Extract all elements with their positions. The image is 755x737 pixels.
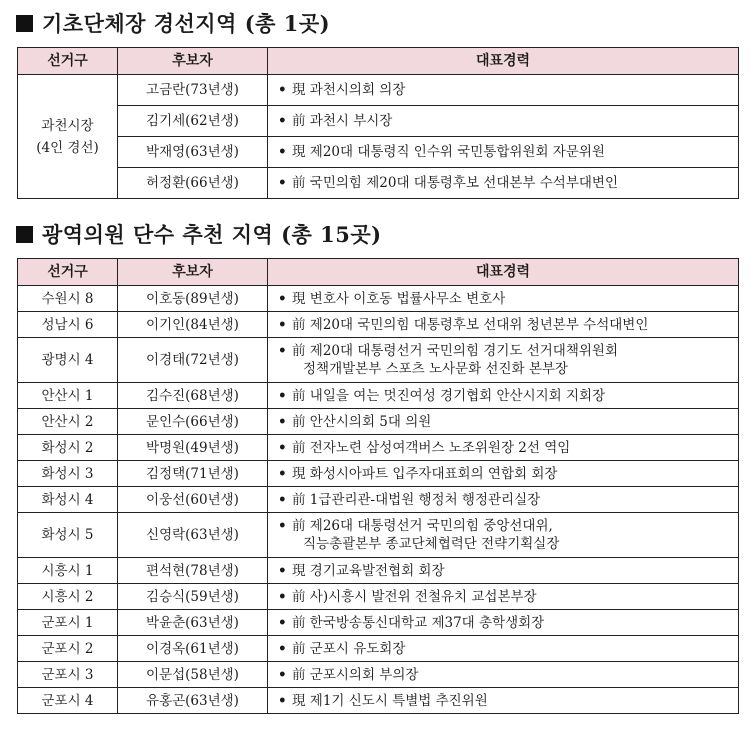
table-header-row — [18, 259, 739, 286]
candidate-cell: 김승식(59년생) — [118, 584, 268, 610]
career-cell — [268, 461, 739, 487]
header-district: 선거구 — [18, 48, 118, 75]
candidate-cell: 편석현(78년생) — [118, 558, 268, 584]
district-cell — [18, 75, 118, 199]
table-row — [18, 409, 739, 435]
header-career: 대표경력 — [268, 48, 739, 75]
table-row — [18, 137, 739, 168]
table-row — [18, 338, 739, 383]
bullet-icon: • — [278, 518, 287, 534]
bullet-icon: • — [278, 465, 287, 482]
career-cell — [268, 636, 739, 662]
district-cell: 광명시 4 — [18, 338, 118, 383]
career-text: 前 과천시 부시장 — [292, 113, 393, 129]
table-row — [18, 688, 739, 714]
section2-title — [16, 219, 382, 249]
bullet-icon: • — [278, 614, 287, 631]
bullet-icon: • — [278, 491, 287, 508]
career-cell — [268, 312, 739, 338]
career-line — [278, 316, 738, 334]
career-line — [278, 614, 738, 632]
bullet-icon: • — [278, 666, 287, 683]
bullet-icon: • — [278, 290, 287, 307]
district-cell: 안산시 2 — [18, 409, 118, 435]
career-line — [278, 143, 738, 161]
candidate-cell: 김수진(68년생) — [118, 383, 268, 409]
career-text: 前 안산시의회 5대 의원 — [292, 413, 432, 430]
career-cell — [268, 558, 739, 584]
career-text: 現 화성시아파트 입주자대표회의 연합회 회장 — [292, 465, 558, 482]
career-cell — [268, 75, 739, 106]
district-cell: 시흥시 2 — [18, 584, 118, 610]
district-name: 과천시장 — [41, 117, 94, 134]
district-cell: 화성시 5 — [18, 513, 118, 558]
district-cell: 안산시 1 — [18, 383, 118, 409]
career-text: 前 제26대 대통령선거 국민의힘 중앙선대위, — [292, 518, 553, 534]
candidate-cell: 이웅선(60년생) — [118, 487, 268, 513]
bullet-icon: • — [278, 82, 287, 98]
career-line-2: 정책개발본부 스포츠 노사문화 선진화 본부장 — [303, 361, 568, 377]
table-row — [18, 286, 739, 312]
career-cell — [268, 688, 739, 714]
bullet-icon: • — [278, 692, 287, 709]
district-cell: 수원시 8 — [18, 286, 118, 312]
district-cell: 시흥시 1 — [18, 558, 118, 584]
career-text: 前 국민의힘 제20대 대통령후보 선대본부 수석부대변인 — [292, 175, 618, 191]
section1-table — [17, 47, 739, 199]
section1-title — [16, 8, 330, 38]
career-cell — [268, 435, 739, 461]
career-cell — [268, 338, 739, 383]
bullet-icon: • — [278, 387, 287, 404]
career-cell — [268, 137, 739, 168]
section1-title-text: 기초단체장 경선지역 (총 1곳) — [42, 11, 331, 36]
district-cell: 군포시 1 — [18, 610, 118, 636]
candidate-cell: 신영락(63년생) — [118, 513, 268, 558]
career-text: 前 사)시흥시 발전위 전철유치 교섭본부장 — [292, 588, 537, 605]
district-cell: 화성시 3 — [18, 461, 118, 487]
career-line — [278, 588, 738, 606]
career-text: 前 제20대 국민의힘 대통령후보 선대위 청년본부 수석대변인 — [292, 316, 649, 333]
career-line — [278, 387, 738, 405]
career-cell — [268, 383, 739, 409]
bullet-icon: • — [278, 588, 287, 605]
candidate-cell: 이기인(84년생) — [118, 312, 268, 338]
career-line — [278, 174, 738, 192]
career-text: 前 전자노련 삼성여객버스 노조위원장 2선 역임 — [292, 439, 571, 456]
career-text: 現 변호사 이호동 법률사무소 변호사 — [292, 290, 506, 307]
candidate-cell: 김정택(71년생) — [118, 461, 268, 487]
section2-title-text: 광역의원 단수 추천 지역 (총 15곳) — [42, 222, 382, 247]
candidate-cell: 고금란(73년생) — [118, 75, 268, 106]
bullet-icon: • — [278, 113, 287, 129]
table-row — [18, 106, 739, 137]
career-text: 前 내일을 여는 멋진여성 경기협회 안산시지회 지회장 — [292, 387, 606, 404]
bullet-icon: • — [278, 175, 287, 191]
table-row — [18, 513, 739, 558]
table-row — [18, 662, 739, 688]
table-row — [18, 610, 739, 636]
career-text: 現 경기교육발전협회 회장 — [292, 562, 445, 579]
candidate-cell: 이경태(72년생) — [118, 338, 268, 383]
career-line — [278, 81, 738, 99]
table-row — [18, 487, 739, 513]
table-row — [18, 636, 739, 662]
career-text: 現 제20대 대통령직 인수위 국민통합위원회 자문위원 — [292, 144, 605, 160]
square-bullet-icon — [16, 15, 33, 32]
career-line — [278, 692, 738, 710]
career-cell — [268, 409, 739, 435]
district-cell: 성남시 6 — [18, 312, 118, 338]
bullet-icon: • — [278, 316, 287, 333]
table-row — [18, 461, 739, 487]
career-line — [278, 491, 738, 509]
career-line-2: 직능총괄본부 종교단체협력단 전략기획실장 — [303, 536, 560, 552]
career-text: 現 제1기 신도시 특별법 추진위원 — [292, 692, 488, 709]
candidate-cell: 박윤춘(63년생) — [118, 610, 268, 636]
district-cell: 군포시 3 — [18, 662, 118, 688]
candidate-cell: 이호동(89년생) — [118, 286, 268, 312]
bullet-icon: • — [278, 562, 287, 579]
career-text: 前 제20대 대통령선거 국민의힘 경기도 선거대책위원회 — [292, 343, 618, 359]
district-cell: 군포시 2 — [18, 636, 118, 662]
career-line — [278, 666, 738, 684]
candidate-cell: 이경옥(61년생) — [118, 636, 268, 662]
career-cell — [268, 106, 739, 137]
career-text: 前 한국방송통신대학교 제37대 총학생회장 — [292, 614, 545, 631]
career-text: 前 군포시의회 부의장 — [292, 666, 419, 683]
district-note: (4인 경선) — [36, 139, 99, 156]
district-cell: 화성시 2 — [18, 435, 118, 461]
candidate-cell: 박명원(49년생) — [118, 435, 268, 461]
bullet-icon: • — [278, 439, 287, 456]
header-career: 대표경력 — [268, 259, 739, 286]
career-line — [278, 517, 738, 535]
section2-table — [17, 258, 739, 714]
candidate-cell: 박재영(63년생) — [118, 137, 268, 168]
bullet-icon: • — [278, 144, 287, 160]
table-header-row — [18, 48, 739, 75]
career-cell — [268, 610, 739, 636]
career-text: 前 군포시 유도회장 — [292, 640, 406, 657]
career-line — [278, 562, 738, 580]
district-cell: 군포시 4 — [18, 688, 118, 714]
career-line — [278, 342, 738, 360]
career-text: 前 1급관리관-대법원 행정처 행정관리실장 — [292, 491, 541, 508]
table-row — [18, 558, 739, 584]
table-row — [18, 312, 739, 338]
career-cell — [268, 286, 739, 312]
candidate-cell: 이문섭(58년생) — [118, 662, 268, 688]
career-cell — [268, 662, 739, 688]
career-cell — [268, 513, 739, 558]
table-row — [18, 435, 739, 461]
table-row — [18, 584, 739, 610]
career-line — [278, 290, 738, 308]
bullet-icon: • — [278, 343, 287, 359]
candidate-cell: 유홍곤(63년생) — [118, 688, 268, 714]
career-cell — [268, 584, 739, 610]
career-cell — [268, 168, 739, 199]
header-candidate: 후보자 — [118, 259, 268, 286]
career-cell — [268, 487, 739, 513]
career-line — [278, 439, 738, 457]
table-row — [18, 168, 739, 199]
candidate-cell: 문인수(66년생) — [118, 409, 268, 435]
candidate-cell: 허정환(66년생) — [118, 168, 268, 199]
career-line — [278, 112, 738, 130]
header-district: 선거구 — [18, 259, 118, 286]
candidate-cell: 김기세(62년생) — [118, 106, 268, 137]
career-text: 現 과천시의회 의장 — [292, 82, 406, 98]
bullet-icon: • — [278, 640, 287, 657]
career-line — [278, 413, 738, 431]
bullet-icon: • — [278, 413, 287, 430]
career-line — [278, 465, 738, 483]
table-row — [18, 383, 739, 409]
square-bullet-icon — [16, 226, 33, 243]
district-cell: 화성시 4 — [18, 487, 118, 513]
table-row — [18, 75, 739, 106]
career-line — [278, 640, 738, 658]
header-candidate: 후보자 — [118, 48, 268, 75]
